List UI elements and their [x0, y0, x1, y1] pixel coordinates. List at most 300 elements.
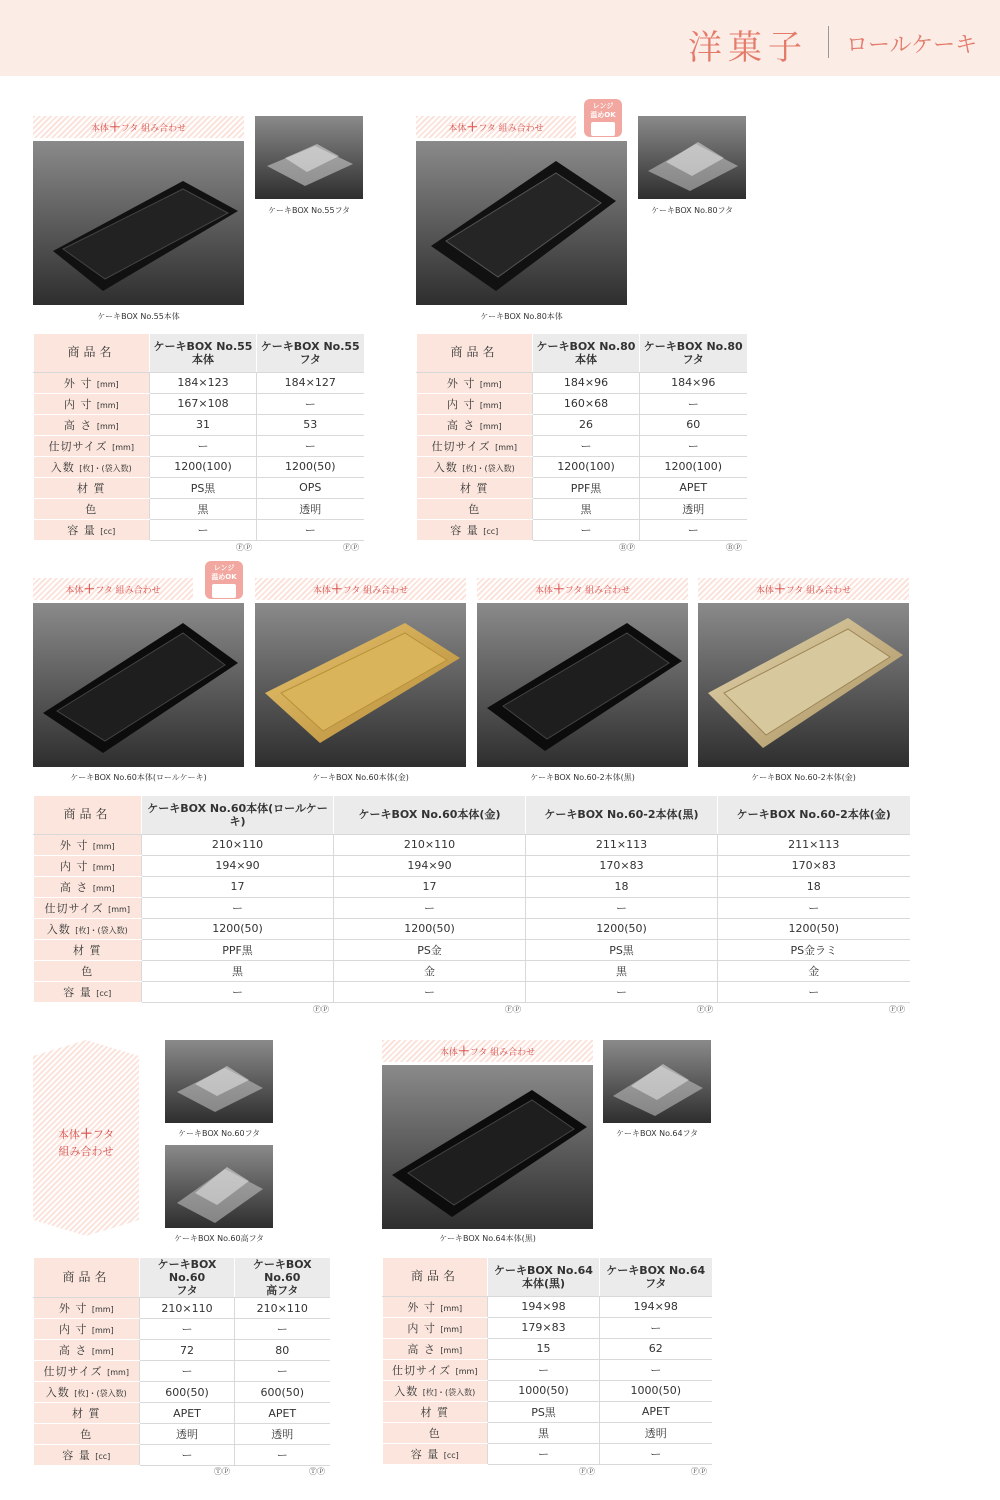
- cert-mark: ⒻⓅ: [889, 1005, 905, 1014]
- row-unit: [mm]: [479, 400, 502, 410]
- microwave-icon: [212, 584, 236, 598]
- cell-material: APET: [640, 477, 747, 498]
- cell-partition: ー: [488, 1359, 600, 1380]
- product-name-header: [488, 1258, 600, 1296]
- cert-mark: ⒻⓅ: [343, 543, 359, 552]
- combo-suffix: フタ 組み合わせ: [564, 586, 631, 596]
- caption-no55-body: ケーキBOX No.55本体: [97, 312, 180, 321]
- row-label-text: 材 質: [72, 1407, 101, 1420]
- combo-suffix: フタ: [92, 1128, 115, 1141]
- cell-material: PS黒: [150, 477, 257, 498]
- caption-no60-high-lid: ケーキBOX No.60高フタ: [173, 1234, 265, 1243]
- cell-qty: 1200(50): [142, 918, 334, 939]
- cell-height: 62: [600, 1338, 712, 1359]
- cell-partition: ー: [718, 897, 910, 918]
- photo-no60-2-gold: [698, 603, 909, 767]
- row-unit: [mm]: [479, 379, 502, 389]
- row-unit: [cc]: [483, 526, 499, 536]
- cell-height: 18: [526, 876, 718, 897]
- product-name-header: [640, 334, 747, 372]
- cell-outer: 184×127: [257, 372, 364, 393]
- combo-label-55: [33, 116, 244, 138]
- combo-suffix: フタ 組み合わせ: [95, 586, 161, 596]
- combo-diamond-label: [33, 1040, 139, 1236]
- row-unit: [mm]: [495, 442, 517, 452]
- combo-prefix: 本体: [57, 1128, 80, 1141]
- row-label-capacity: [34, 1445, 140, 1466]
- spec-table-no60: [33, 796, 910, 1003]
- table-header-row: [383, 1258, 712, 1296]
- cell-material: PPF黒: [533, 477, 640, 498]
- table-row: [383, 1338, 712, 1359]
- table-row: [34, 519, 364, 540]
- cell-inner: 194×90: [142, 855, 334, 876]
- cell-material: PS黒: [488, 1401, 600, 1422]
- cell-height: 72: [140, 1340, 235, 1361]
- table-row: [34, 876, 910, 897]
- row-label-material: [417, 477, 533, 498]
- table-row: [34, 1340, 330, 1361]
- row-label-material: [34, 1403, 140, 1424]
- product-name: ケーキBOX No.55: [260, 339, 360, 353]
- spec-table-no60-lids: [33, 1258, 330, 1466]
- row-label-material: [34, 477, 150, 498]
- table-row: [34, 477, 364, 498]
- table-row: [34, 1403, 330, 1424]
- table-row: [417, 456, 747, 477]
- row-label-partition: [34, 435, 150, 456]
- table-header-row: [34, 334, 364, 372]
- row-unit: [mm]: [440, 1345, 463, 1355]
- table-row: [417, 393, 747, 414]
- cell-height: 80: [235, 1340, 330, 1361]
- row-label-text: 高 さ: [63, 418, 93, 432]
- table-row: [34, 393, 364, 414]
- row-label-inner: [34, 1319, 140, 1340]
- row-label-text: 容 量: [410, 1447, 440, 1461]
- row-label-text: 入数: [50, 460, 75, 474]
- row-label-height: [34, 1340, 140, 1361]
- cell-inner: ー: [257, 393, 364, 414]
- cell-partition: ー: [150, 435, 257, 456]
- spec-table-no64: [382, 1258, 712, 1465]
- combo-suffix: フタ 組み合わせ: [342, 586, 409, 596]
- row-label-text: 入数: [433, 460, 458, 474]
- row-unit: [cc]: [95, 1452, 111, 1461]
- cell-height: 60: [640, 414, 747, 435]
- row-label-text: 高 さ: [58, 1344, 88, 1357]
- photo-no60-2-black: [477, 603, 688, 767]
- cell-inner: 194×90: [334, 855, 526, 876]
- caption-no60-roll: ケーキBOX No.60本体(ロールケーキ): [70, 773, 207, 782]
- table-row: [34, 456, 364, 477]
- badge-line2: 温めOK: [211, 573, 237, 581]
- product-variant: フタ: [299, 352, 321, 366]
- cell-color: 透明: [600, 1422, 712, 1443]
- row-label-outer: [34, 372, 150, 393]
- cell-height: 26: [533, 414, 640, 435]
- cell-material: PS金ラミ: [718, 939, 910, 960]
- cell-color: 黒: [142, 960, 334, 981]
- row-label-text: 容 量: [450, 523, 479, 537]
- product-name-header: [150, 334, 257, 372]
- row-label-height: [417, 414, 533, 435]
- table-row: [34, 435, 364, 456]
- row-label-outer: [383, 1296, 488, 1317]
- combo-label-60-2-gold: [698, 578, 909, 600]
- cell-color: 透明: [257, 498, 364, 519]
- row-label-text: 高 さ: [446, 418, 476, 432]
- table-row: [34, 897, 910, 918]
- cell-height: 31: [150, 414, 257, 435]
- table-row: [34, 981, 910, 1002]
- cell-color: 黒: [526, 960, 718, 981]
- table-row: [34, 960, 910, 981]
- row-label-text: 色: [428, 1426, 441, 1440]
- product-name-header: [140, 1258, 235, 1298]
- cell-capacity: ー: [257, 519, 364, 540]
- row-label-text: 材 質: [73, 943, 102, 957]
- combo-suffix: フタ 組み合わせ: [120, 124, 187, 134]
- cell-outer: 210×110: [334, 834, 526, 855]
- cell-outer: 210×110: [142, 834, 334, 855]
- combo-prefix: 本体: [534, 586, 553, 596]
- cell-qty: 1200(100): [150, 456, 257, 477]
- cert-mark: ⒻⓅ: [697, 1005, 713, 1014]
- row-label-text: 色: [85, 502, 98, 516]
- cell-material: OPS: [257, 477, 364, 498]
- table-row: [34, 939, 910, 960]
- microwave-ok-badge-60: [205, 561, 243, 599]
- cell-inner: 160×68: [533, 393, 640, 414]
- cell-material: APET: [600, 1401, 712, 1422]
- combo-label-60-roll: [33, 578, 193, 600]
- product-name: ケーキBOX No.60: [157, 1258, 217, 1284]
- caption-no80-lid: ケーキBOX No.80フタ: [650, 206, 734, 215]
- table-row: [34, 1298, 330, 1319]
- table-row: [34, 1319, 330, 1340]
- row-label-text: 入数: [45, 1386, 70, 1399]
- page-subtitle: ロールケーキ: [846, 33, 978, 58]
- cert-mark: ⓉⓅ: [309, 1467, 325, 1476]
- cell-qty: 1200(50): [257, 456, 364, 477]
- cell-material: APET: [235, 1403, 330, 1424]
- photo-no60-lid: [165, 1040, 273, 1123]
- cell-partition: ー: [140, 1361, 235, 1382]
- cell-capacity: ー: [600, 1443, 712, 1464]
- row-label-text: 外 寸: [63, 376, 93, 390]
- cell-capacity: ー: [235, 1445, 330, 1466]
- row-unit: [mm]: [96, 379, 119, 389]
- row-unit: [mm]: [92, 841, 115, 851]
- combo-suffix: フタ 組み合わせ: [478, 124, 544, 134]
- microwave-icon: [591, 122, 615, 136]
- product-name: ケーキBOX No.64: [606, 1263, 706, 1277]
- combo-diamond-text: [33, 1126, 139, 1160]
- row-label-name: 商品名: [417, 334, 533, 372]
- row-label-qty: [34, 456, 150, 477]
- row-label-text: 入数: [394, 1384, 419, 1398]
- cell-qty: 600(50): [235, 1382, 330, 1403]
- badge-line1: レンジ: [213, 564, 235, 572]
- product-name: ケーキBOX No.60-2本体(金): [736, 808, 891, 822]
- table-row: [34, 372, 364, 393]
- row-label-text: 仕切サイズ: [431, 439, 491, 453]
- table-row: [417, 498, 747, 519]
- caption-no60-2-black: ケーキBOX No.60-2本体(黒): [530, 773, 635, 782]
- combo-plus: ＋: [79, 1127, 93, 1142]
- caption-no64-body: ケーキBOX No.64本体(黒): [439, 1234, 536, 1243]
- row-label-color: [417, 498, 533, 519]
- cell-capacity: ー: [334, 981, 526, 1002]
- cert-mark: ⒷⓅ: [726, 543, 742, 552]
- row-label-text: 容 量: [67, 523, 96, 537]
- caption-no60-gold: ケーキBOX No.60本体(金): [312, 773, 409, 782]
- row-label-text: 仕切サイズ: [44, 901, 104, 915]
- row-unit: [枚]・(袋入数): [74, 1389, 127, 1398]
- row-label-text: 外 寸: [58, 1302, 88, 1315]
- cell-outer: 184×96: [533, 372, 640, 393]
- row-label-partition: [417, 435, 533, 456]
- row-label-name: 商品名: [383, 1258, 488, 1296]
- row-label-capacity: [34, 519, 150, 540]
- product-name: ケーキBOX No.80: [643, 339, 743, 353]
- badge-line1: レンジ: [592, 102, 614, 110]
- caption-no55-lid: ケーキBOX No.55フタ: [267, 206, 351, 215]
- cell-color: 透明: [140, 1424, 235, 1445]
- cell-qty: 1000(50): [600, 1380, 712, 1401]
- product-name-header: [718, 796, 910, 834]
- spec-table-no55: [33, 334, 364, 541]
- combo-suffix: フタ 組み合わせ: [469, 1048, 536, 1058]
- table-row: [417, 435, 747, 456]
- cell-color: 黒: [533, 498, 640, 519]
- product-variant: 本体: [192, 352, 214, 366]
- cell-partition: ー: [334, 897, 526, 918]
- product-name-header: [334, 796, 526, 834]
- combo-label-60-gold: [255, 578, 466, 600]
- cell-inner: 170×83: [526, 855, 718, 876]
- row-label-partition: [34, 897, 142, 918]
- cell-color: 透明: [640, 498, 747, 519]
- product-variant: 本体: [575, 352, 597, 366]
- row-label-partition: [383, 1359, 488, 1380]
- product-variant: フタ: [645, 1276, 667, 1290]
- combo-plus: ＋: [108, 120, 121, 134]
- cell-material: PPF黒: [142, 939, 334, 960]
- cell-inner: 170×83: [718, 855, 910, 876]
- cell-capacity: ー: [140, 1445, 235, 1466]
- row-label-color: [34, 960, 142, 981]
- cell-capacity: ー: [533, 519, 640, 540]
- table-row: [383, 1359, 712, 1380]
- table-row: [383, 1296, 712, 1317]
- row-label-outer: [34, 1298, 140, 1319]
- row-label-material: [34, 939, 142, 960]
- table-row: [383, 1317, 712, 1338]
- cell-capacity: ー: [718, 981, 910, 1002]
- cell-color: 黒: [150, 498, 257, 519]
- row-label-outer: [417, 372, 533, 393]
- table-row: [417, 477, 747, 498]
- table-header-row: [417, 334, 747, 372]
- table-row: [34, 1424, 330, 1445]
- product-name: ケーキBOX No.55: [153, 339, 253, 353]
- row-unit: [枚]・(袋入数): [462, 463, 515, 473]
- cert-mark: ⒻⓅ: [313, 1005, 329, 1014]
- cell-height: 53: [257, 414, 364, 435]
- row-label-outer: [34, 834, 142, 855]
- row-label-text: 仕切サイズ: [48, 439, 108, 453]
- caption-no80-body: ケーキBOX No.80本体: [480, 312, 563, 321]
- product-name: ケーキBOX No.60: [252, 1258, 312, 1284]
- row-label-inner: [383, 1317, 488, 1338]
- product-variant: フタ: [176, 1284, 198, 1297]
- microwave-ok-badge-80: [584, 99, 622, 137]
- combo-plus: ＋: [457, 1044, 470, 1058]
- cert-mark: ⒷⓅ: [619, 543, 635, 552]
- cert-mark: ⒻⓅ: [691, 1467, 707, 1476]
- row-unit: [mm]: [91, 1326, 114, 1335]
- spec-table-no80: [416, 334, 747, 541]
- cell-outer: 211×113: [526, 834, 718, 855]
- product-name-header: [600, 1258, 712, 1296]
- row-label-name: 商品名: [34, 334, 150, 372]
- cell-inner: 179×83: [488, 1317, 600, 1338]
- table-row: [383, 1401, 712, 1422]
- row-label-inner: [34, 855, 142, 876]
- cell-capacity: ー: [526, 981, 718, 1002]
- combo-prefix: 本体: [448, 124, 467, 134]
- caption-no60-2-gold: ケーキBOX No.60-2本体(金): [751, 773, 856, 782]
- product-name-header: [235, 1258, 330, 1298]
- cell-outer: 210×110: [235, 1298, 330, 1319]
- table-row: [383, 1422, 712, 1443]
- cell-partition: ー: [142, 897, 334, 918]
- row-label-text: 色: [80, 1428, 93, 1441]
- row-label-color: [383, 1422, 488, 1443]
- cell-outer: 184×123: [150, 372, 257, 393]
- cell-partition: ー: [235, 1361, 330, 1382]
- combo-suffix-2: 組み合わせ: [58, 1145, 114, 1158]
- product-name-header: [533, 334, 640, 372]
- product-name: ケーキBOX No.60本体(ロールケーキ): [147, 801, 328, 828]
- cell-partition: ー: [526, 897, 718, 918]
- row-unit: [mm]: [108, 904, 130, 914]
- cell-height: 18: [718, 876, 910, 897]
- cell-color: 金: [718, 960, 910, 981]
- caption-no60-lid: ケーキBOX No.60フタ: [177, 1129, 261, 1138]
- row-label-capacity: [383, 1443, 488, 1464]
- combo-label-60-2-black: [477, 578, 688, 600]
- table-row: [417, 372, 747, 393]
- combo-plus: ＋: [552, 582, 565, 596]
- product-variant: 高フタ: [266, 1284, 299, 1297]
- cell-qty: 1200(50): [718, 918, 910, 939]
- row-label-name: 商品名: [34, 1258, 140, 1298]
- product-variant: 本体(黒): [521, 1276, 566, 1290]
- row-label-text: 材 質: [420, 1405, 449, 1419]
- row-label-name: 商品名: [34, 796, 142, 834]
- photo-no80-body: [416, 141, 627, 305]
- cell-qty: 1200(100): [640, 456, 747, 477]
- table-header-row: [34, 796, 910, 834]
- row-label-text: 外 寸: [407, 1300, 436, 1314]
- table-row: [383, 1443, 712, 1464]
- row-label-text: 高 さ: [407, 1342, 436, 1356]
- cell-partition: ー: [640, 435, 747, 456]
- row-label-text: 容 量: [62, 1449, 91, 1462]
- row-label-color: [34, 498, 150, 519]
- cell-inner: ー: [600, 1317, 712, 1338]
- cell-color: 透明: [235, 1424, 330, 1445]
- cell-partition: ー: [600, 1359, 712, 1380]
- cell-outer: 184×96: [640, 372, 747, 393]
- row-unit: [mm]: [455, 1366, 478, 1376]
- table-row: [34, 1361, 330, 1382]
- row-label-height: [34, 876, 142, 897]
- row-label-text: 外 寸: [59, 838, 89, 852]
- cell-outer: 194×98: [600, 1296, 712, 1317]
- cell-inner: ー: [640, 393, 747, 414]
- cell-partition: ー: [533, 435, 640, 456]
- row-label-capacity: [34, 981, 142, 1002]
- row-unit: [mm]: [91, 1347, 114, 1356]
- photo-no55-body: [33, 141, 244, 305]
- row-unit: [mm]: [96, 421, 119, 431]
- cell-height: 15: [488, 1338, 600, 1359]
- combo-prefix: 本体: [90, 124, 109, 134]
- row-label-qty: [417, 456, 533, 477]
- combo-plus: ＋: [773, 582, 786, 596]
- photo-no80-lid: [638, 116, 746, 199]
- row-label-color: [34, 1424, 140, 1445]
- product-name-header: [142, 796, 334, 834]
- cell-qty: 1200(50): [334, 918, 526, 939]
- cell-qty: 1000(50): [488, 1380, 600, 1401]
- row-unit: [枚]・(袋入数): [75, 925, 128, 935]
- cert-mark: ⒻⓅ: [579, 1467, 595, 1476]
- photo-no64-body: [382, 1065, 593, 1229]
- row-label-text: 仕切サイズ: [392, 1363, 452, 1377]
- combo-label-64: [382, 1040, 593, 1062]
- table-row: [34, 1382, 330, 1403]
- row-label-text: 材 質: [460, 481, 489, 495]
- row-unit: [mm]: [107, 1368, 129, 1377]
- combo-prefix: 本体: [755, 586, 774, 596]
- table-row: [34, 834, 910, 855]
- row-label-text: 内 寸: [59, 859, 89, 873]
- cell-outer: 211×113: [718, 834, 910, 855]
- cell-capacity: ー: [640, 519, 747, 540]
- cert-mark: ⒻⓅ: [236, 543, 252, 552]
- cell-inner: ー: [235, 1319, 330, 1340]
- cell-material: APET: [140, 1403, 235, 1424]
- photo-no64-lid: [603, 1040, 711, 1123]
- table-row: [34, 1445, 330, 1466]
- caption-no64-lid: ケーキBOX No.64フタ: [615, 1129, 699, 1138]
- row-label-text: 色: [468, 502, 481, 516]
- combo-plus: ＋: [83, 582, 96, 596]
- photo-no60-high-lid: [165, 1145, 273, 1228]
- row-label-material: [383, 1401, 488, 1422]
- combo-plus: ＋: [466, 120, 479, 134]
- row-label-text: 仕切サイズ: [43, 1365, 103, 1378]
- row-label-text: 色: [81, 964, 94, 978]
- cell-inner: ー: [140, 1319, 235, 1340]
- row-label-text: 材 質: [77, 481, 106, 495]
- row-unit: [cc]: [100, 526, 116, 536]
